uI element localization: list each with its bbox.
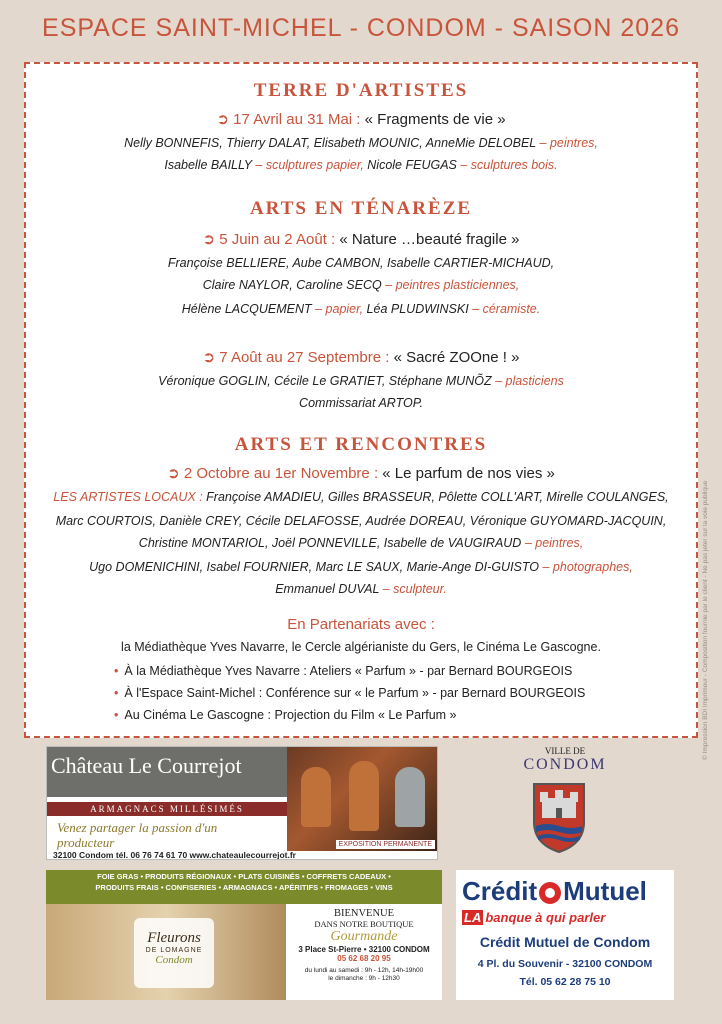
artist-names: Isabelle BAILLY [164,158,256,172]
section-title: ARTS ET RENCONTRES [234,434,488,455]
products-line: FOIE GRAS • PRODUITS RÉGIONAUX • PLATS CUISINÉS • COFFRETS CADEAUX • [97,872,391,881]
artist-discipline: – peintres, [539,136,598,150]
artist-discipline: – sculptures bois. [460,158,558,172]
section-title: TERRE D'ARTISTES [253,80,469,101]
artist-names: Claire NAYLOR, Caroline SECQ [202,278,386,292]
event-date-range: ➲ 2 Octobre au 1er Novembre : [167,465,383,482]
bullet-icon: • [114,664,119,678]
artist-discipline: – céramiste. [472,302,541,316]
artist-names: Ugo DOMENICHINI, Isabel FOURNIER, Marc LE SAUX, Marie-Ange DI-GUISTO [89,560,543,574]
partners-title: En Partenariats avec : [287,616,435,633]
artist-discipline: – papier, [315,302,364,316]
artist-line [26,158,696,172]
artist-line [26,536,696,550]
artist-names: Hélène LACQUEMENT [181,302,316,316]
slogan-text: banque à qui parler [485,910,606,925]
artist-line: Marc COURTOIS, Danièle CREY, Cécile DELAFOSSE, Audrée DOREAU, Véronique GUYOMARD-JACQUIN, [55,514,667,528]
photo-tag: EXPOSITION PERMANENTE [336,840,435,849]
artist-line [26,490,696,504]
event-dates [26,110,696,128]
branch-phone: Tél. 05 62 28 75 10 [519,976,611,988]
ad-shop-info [286,908,442,983]
curator-line: Commissariat ARTOP. [299,396,423,410]
branch-address: 4 Pl. du Souvenir - 32100 CONDOM [477,958,653,970]
fleurons-logo [134,918,214,988]
artist-discipline: – peintres plasticiennes, [385,278,520,292]
artist-discipline: – plasticiens [495,374,564,388]
gourmande-text: Gourmande [330,929,398,944]
artist-line [26,136,696,150]
artist-names: Emmanuel DUVAL [275,582,383,596]
artist-discipline: – photographes, [542,560,633,574]
event-date-range: ➲ 17 Avril au 31 Mai : [216,111,365,128]
logo-brand: Fleurons [147,930,201,946]
event-title: « Le parfum de nos vies » [382,465,555,482]
page-header: ESPACE SAINT-MICHEL - CONDOM - SAISON 2026 [42,14,680,42]
artist-names: Françoise AMADIEU, Gilles BRASSEUR, Pôlette COLL'ART, Mirelle COULANGES, [206,490,669,504]
artist-discipline: – sculptures papier, [255,158,364,172]
shop-phone: 05 62 68 20 95 [337,954,391,963]
ville-name: CONDOM [523,756,607,773]
artists-lead: LES ARTISTES LOCAUX : [53,490,207,504]
partner-text: À la Médiathèque Yves Navarre : Ateliers « Parfum » - par Bernard BOURGEOIS [124,664,573,678]
partner-bullet [114,664,572,678]
partner-text: Au Cinéma Le Gascogne : Projection du Film « Le Parfum » [124,708,457,722]
still-shape [395,767,425,827]
section-title: ARTS EN TÉNARÈZE [249,198,473,219]
still-photo [287,747,438,851]
logo-right: Mutuel [563,876,647,906]
ad-footer: 32100 Condom tél. 06 76 74 61 70 www.chateaulecourrejot.fr [53,850,296,860]
ad-fleurons-lomagne [46,870,442,1000]
artist-line: Françoise BELLIERE, Aube CAMBON, Isabelle CARTIER-MICHAUD, [167,256,555,270]
event-date-range: ➲ 7 Août au 27 Septembre : [202,349,394,366]
logo-town: Condom [155,954,193,966]
logo-sub: DE LOMAGNE [145,947,203,954]
partners-intro: la Médiathèque Yves Navarre, le Cercle algérianiste du Gers, le Cinéma Le Gascogne. [121,640,601,654]
artist-names: Christine MONTARIOL, Joël PONNEVILLE, Isabelle de VAUGIRAUD [138,536,525,550]
artist-line [26,560,696,574]
ad-products-band [46,870,442,904]
bullet-icon: • [114,708,119,722]
event-title: « Nature …beauté fragile » [339,231,520,248]
shop-text: DANS NOTRE BOUTIQUE [314,919,414,929]
products-line: PRODUITS FRAIS • CONFISERIES • ARMAGNACS • APÉRITIFS • FROMAGES • VINS [95,882,393,892]
ad-credit-mutuel [456,870,674,1000]
ad-chateau-courrejot [46,746,438,860]
program-panel [24,62,698,738]
shop-hours: le dimanche : 9h - 12h30 [328,975,400,982]
still-shape [349,761,379,831]
artist-names: Nicole FEUGAS [363,158,461,172]
slogan-la: LA [464,910,482,925]
ad-slogan: Venez partager la passion d'un producteur [57,820,218,850]
artist-line [26,302,696,316]
event-dates [26,464,696,482]
ad-title-band [47,747,287,797]
artist-line [26,278,696,292]
shop-address: 3 Place St-Pierre • 32100 CONDOM [298,945,430,954]
event-title: « Sacré ZOOne ! » [393,349,520,366]
partner-bullet [114,686,585,700]
ville-condom-logo [500,746,630,774]
coat-of-arms-icon [532,782,586,854]
ad-subtitle: ARMAGNACS MILLÉSIMÉS [47,802,287,816]
artist-line [26,582,696,596]
event-title: « Fragments de vie » [364,111,506,128]
artist-names: Véronique GOGLIN, Cécile Le GRATIET, Stéphane MUNÕZ [158,374,496,388]
ad-title: Château Le Courrejot [51,753,242,778]
logo-left: Crédit [462,876,538,906]
event-date-range: ➲ 5 Juin au 2 Août : [202,231,340,248]
partner-bullet [114,708,457,722]
event-dates [26,230,696,248]
still-shape [301,767,331,827]
artist-discipline: – sculpteur. [382,582,447,596]
credit-mutuel-logo [462,876,647,907]
welcome-text: BIENVENUE [333,908,395,919]
artist-discipline: – peintres, [524,536,584,550]
credit-slogan [462,910,668,925]
bullet-icon: • [114,686,119,700]
partner-text: À l'Espace Saint-Michel : Conférence sur « le Parfum » - par Bernard BOURGEOIS [124,686,586,700]
artist-names: Nelly BONNEFIS, Thierry DALAT, Elisabeth MOUNIC, AnneMie DELOBEL [124,136,540,150]
ville-label: VILLE DE [544,746,586,756]
credit-mutuel-icon [539,882,561,904]
branch-name: Crédit Mutuel de Condom [479,934,651,950]
shop-hours: du lundi au samedi : 9h - 12h, 14h-19h00 [304,967,424,974]
artist-line [26,374,696,388]
event-dates [26,348,696,366]
printer-note: © Impression BDI Imprimeur - Composition fournie par le client - Ne pas jeter sur la voie publique [702,480,709,760]
artist-names: Léa PLUDWINSKI [363,302,473,316]
